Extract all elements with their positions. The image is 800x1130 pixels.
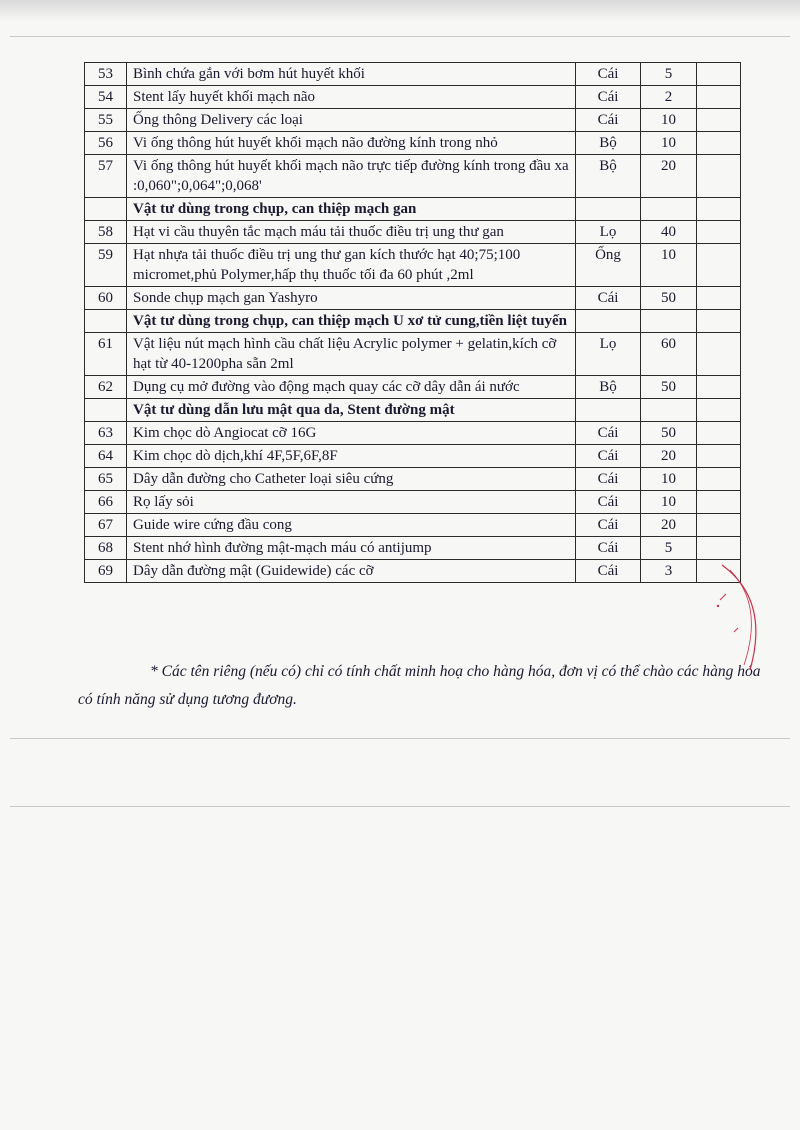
- table-row: [85, 221, 741, 244]
- note-cell: [697, 376, 741, 399]
- item-name: Kim chọc dò Angiocat cỡ 16G: [127, 422, 576, 445]
- table-row: [85, 376, 741, 399]
- quantity: 20: [641, 514, 697, 537]
- note-cell: [697, 86, 741, 109]
- unit: Bộ: [576, 155, 641, 198]
- row-number: 62: [85, 376, 127, 399]
- quantity: 2: [641, 86, 697, 109]
- item-name: Dây dẫn đường cho Catheter loại siêu cứng: [127, 468, 576, 491]
- row-number: 58: [85, 221, 127, 244]
- quantity: 60: [641, 333, 697, 376]
- unit: Cái: [576, 63, 641, 86]
- item-name: Vi ống thông hút huyết khối mạch não trực tiếp đường kính trong đầu xa :0,060";0,064";0,068': [127, 155, 576, 198]
- unit: Cái: [576, 287, 641, 310]
- table-row: [85, 63, 741, 86]
- unit: Cái: [576, 445, 641, 468]
- quantity: 10: [641, 109, 697, 132]
- item-name: Rọ lấy sỏi: [127, 491, 576, 514]
- table-row: [85, 445, 741, 468]
- table-row: [85, 514, 741, 537]
- row-number: 53: [85, 63, 127, 86]
- note-cell: [697, 310, 741, 333]
- note-cell: [697, 63, 741, 86]
- unit: Ống: [576, 244, 641, 287]
- unit: [576, 198, 641, 221]
- row-number: 61: [85, 333, 127, 376]
- unit: Cái: [576, 560, 641, 583]
- scan-edge: [0, 0, 800, 22]
- note-cell: [697, 537, 741, 560]
- scan-line: [10, 738, 790, 739]
- unit: Cái: [576, 514, 641, 537]
- section-row: [85, 310, 741, 333]
- unit: Cái: [576, 491, 641, 514]
- note-cell: [697, 155, 741, 198]
- row-number: 55: [85, 109, 127, 132]
- quantity: 20: [641, 445, 697, 468]
- row-number: 69: [85, 560, 127, 583]
- note-cell: [697, 221, 741, 244]
- item-name: Hạt nhựa tải thuốc điều trị ung thư gan kích thước hạt 40;75;100 micromet,phủ Polymer,hấp thụ thuốc tối đa 60 phút ,2ml: [127, 244, 576, 287]
- row-number: 67: [85, 514, 127, 537]
- row-number: 63: [85, 422, 127, 445]
- row-number: 64: [85, 445, 127, 468]
- note-cell: [697, 514, 741, 537]
- unit: Cái: [576, 468, 641, 491]
- note-cell: [697, 445, 741, 468]
- item-name: Sonde chụp mạch gan Yashyro: [127, 287, 576, 310]
- table-row: [85, 560, 741, 583]
- row-number: 59: [85, 244, 127, 287]
- table-row: [85, 468, 741, 491]
- table-row: [85, 287, 741, 310]
- row-number: [85, 310, 127, 333]
- item-name: Stent nhớ hình đường mật-mạch máu có antijump: [127, 537, 576, 560]
- item-name: Vật liệu nút mạch hình cầu chất liệu Acrylic polymer + gelatin,kích cỡ hạt từ 40-1200pha sẵn 2ml: [127, 333, 576, 376]
- quantity: 40: [641, 221, 697, 244]
- table-row: [85, 109, 741, 132]
- quantity: 10: [641, 468, 697, 491]
- table-row: [85, 244, 741, 287]
- quantity: [641, 198, 697, 221]
- item-name: Ống thông Delivery các loại: [127, 109, 576, 132]
- quantity: 5: [641, 63, 697, 86]
- quantity: [641, 399, 697, 422]
- note-cell: [697, 399, 741, 422]
- unit: Cái: [576, 537, 641, 560]
- note-cell: [697, 287, 741, 310]
- quantity: 3: [641, 560, 697, 583]
- quantity: [641, 310, 697, 333]
- note-cell: [697, 244, 741, 287]
- note-cell: [697, 198, 741, 221]
- item-name: Vật tư dùng trong chụp, can thiệp mạch U xơ tử cung,tiền liệt tuyến: [127, 310, 576, 333]
- item-name: Kim chọc dò dịch,khí 4F,5F,6F,8F: [127, 445, 576, 468]
- row-number: 56: [85, 132, 127, 155]
- row-number: [85, 198, 127, 221]
- item-name: Vi ống thông hút huyết khối mạch não đường kính trong nhỏ: [127, 132, 576, 155]
- note-cell: [697, 132, 741, 155]
- item-name: Vật tư dùng trong chụp, can thiệp mạch gan: [127, 198, 576, 221]
- unit: Bộ: [576, 132, 641, 155]
- section-row: [85, 198, 741, 221]
- quantity: 50: [641, 422, 697, 445]
- unit: [576, 399, 641, 422]
- table-row: [85, 86, 741, 109]
- quantity: 10: [641, 132, 697, 155]
- scan-line: [10, 806, 790, 807]
- table-row: [85, 537, 741, 560]
- quantity: 5: [641, 537, 697, 560]
- table-row: [85, 491, 741, 514]
- row-number: 57: [85, 155, 127, 198]
- table-row: [85, 155, 741, 198]
- footnote: * Các tên riêng (nếu có) chỉ có tính chất minh hoạ cho hàng hóa, đơn vị có thể chào các hàng hóa có tính năng sử dụng tương đương.: [78, 662, 761, 708]
- item-name: Guide wire cứng đầu cong: [127, 514, 576, 537]
- note-cell: [697, 333, 741, 376]
- quantity: 10: [641, 491, 697, 514]
- unit: [576, 310, 641, 333]
- note-cell: [697, 468, 741, 491]
- unit: Lọ: [576, 333, 641, 376]
- item-name: Dụng cụ mở đường vào động mạch quay các cỡ dây dẫn ái nước: [127, 376, 576, 399]
- note-cell: [697, 491, 741, 514]
- supplies-table: [84, 62, 741, 583]
- row-number: 65: [85, 468, 127, 491]
- item-name: Stent lấy huyết khối mạch não: [127, 86, 576, 109]
- unit: Cái: [576, 422, 641, 445]
- quantity: 50: [641, 376, 697, 399]
- section-row: [85, 399, 741, 422]
- quantity: 10: [641, 244, 697, 287]
- item-name: Hạt vi cầu thuyên tắc mạch máu tải thuốc điều trị ung thư gan: [127, 221, 576, 244]
- note-cell: [697, 109, 741, 132]
- table-row: [85, 333, 741, 376]
- quantity: 50: [641, 287, 697, 310]
- item-name: Vật tư dùng dẫn lưu mật qua da, Stent đường mật: [127, 399, 576, 422]
- item-name: Dây dẫn đường mật (Guidewide) các cỡ: [127, 560, 576, 583]
- row-number: 66: [85, 491, 127, 514]
- row-number: [85, 399, 127, 422]
- unit: Lọ: [576, 221, 641, 244]
- item-name: Bình chứa gắn với bơm hút huyết khối: [127, 63, 576, 86]
- note-cell: [697, 422, 741, 445]
- row-number: 54: [85, 86, 127, 109]
- red-stamp-mark: [700, 560, 770, 680]
- table-row: [85, 422, 741, 445]
- row-number: 68: [85, 537, 127, 560]
- scan-line: [10, 36, 790, 37]
- unit: Cái: [576, 86, 641, 109]
- unit: Cái: [576, 109, 641, 132]
- row-number: 60: [85, 287, 127, 310]
- unit: Bộ: [576, 376, 641, 399]
- quantity: 20: [641, 155, 697, 198]
- table-row: [85, 132, 741, 155]
